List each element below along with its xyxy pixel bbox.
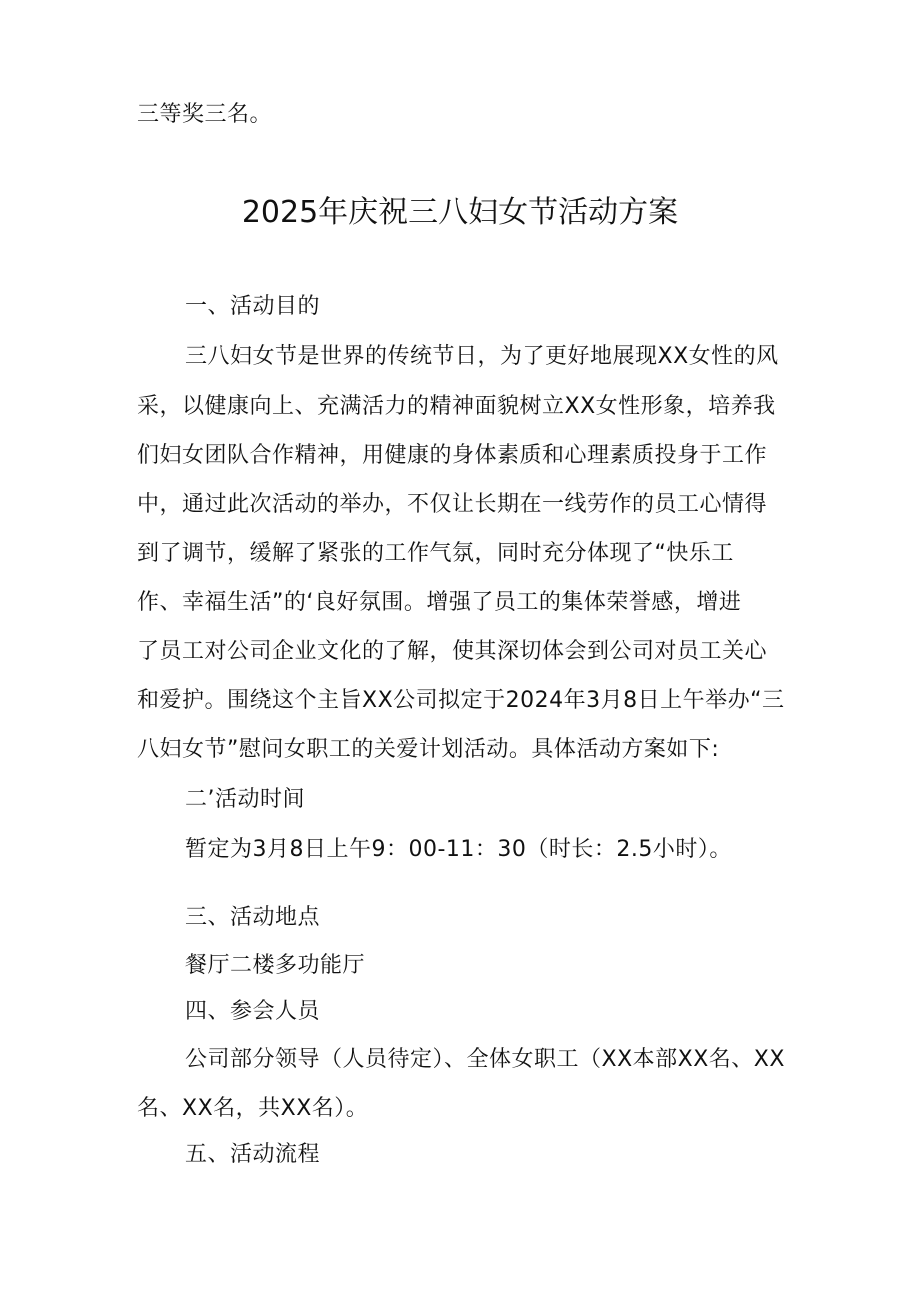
- section-heading-time: 二’活动时间: [185, 787, 305, 812]
- paragraph-line: 和爱护。围绕这个主旨XX公司拟定于2024年3月8日上午举办“三: [137, 688, 785, 713]
- time-text: 暂定为3月8日上午9：00-11：30（时长：2.5小时）。: [185, 837, 732, 862]
- paragraph-line: 采，以健康向上、充满活力的精神面貌树立XX女性形象，培养我: [137, 394, 776, 419]
- paragraph-line: 到了调节，缓解了紧张的工作气氛，同时充分体现了“快乐工: [137, 541, 734, 566]
- lead-line: 三等奖三名。: [137, 102, 273, 127]
- paragraph-line: 作、幸福生活”的‘良好氛围。增强了员工的集体荣誉感，增进: [137, 590, 742, 615]
- location-text: 餐厅二楼多功能厅: [185, 953, 366, 978]
- section-heading-participants: 四、参会人员: [185, 999, 321, 1024]
- paragraph-line: 八妇女节”慰问女职工的关爱计划活动。具体活动方案如下:: [137, 737, 720, 762]
- document-title: 2025年庆祝三八妇女节活动方案: [241, 195, 679, 230]
- section-heading-purpose: 一、活动目的: [185, 294, 321, 319]
- participants-line: 名、XX名，共XX名）。: [137, 1096, 369, 1121]
- section-heading-location: 三、活动地点: [185, 905, 321, 930]
- paragraph-line: 了员工对公司企业文化的了解，使其深切体会到公司对员工关心: [137, 639, 768, 664]
- participants-line: 公司部分领导（人员待定）、全体女职工（XX本部XX名、XX: [185, 1047, 785, 1072]
- paragraph-line: 们妇女团队合作精神，用健康的身体素质和心理素质投身于工作: [137, 443, 768, 468]
- section-heading-process: 五、活动流程: [185, 1142, 321, 1167]
- paragraph-line: 中，通过此次活动的举办，不仅让长期在一线劳作的员工心情得: [137, 492, 768, 517]
- paragraph-line: 三八妇女节是世界的传统节日，为了更好地展现XX女性的风: [185, 344, 779, 369]
